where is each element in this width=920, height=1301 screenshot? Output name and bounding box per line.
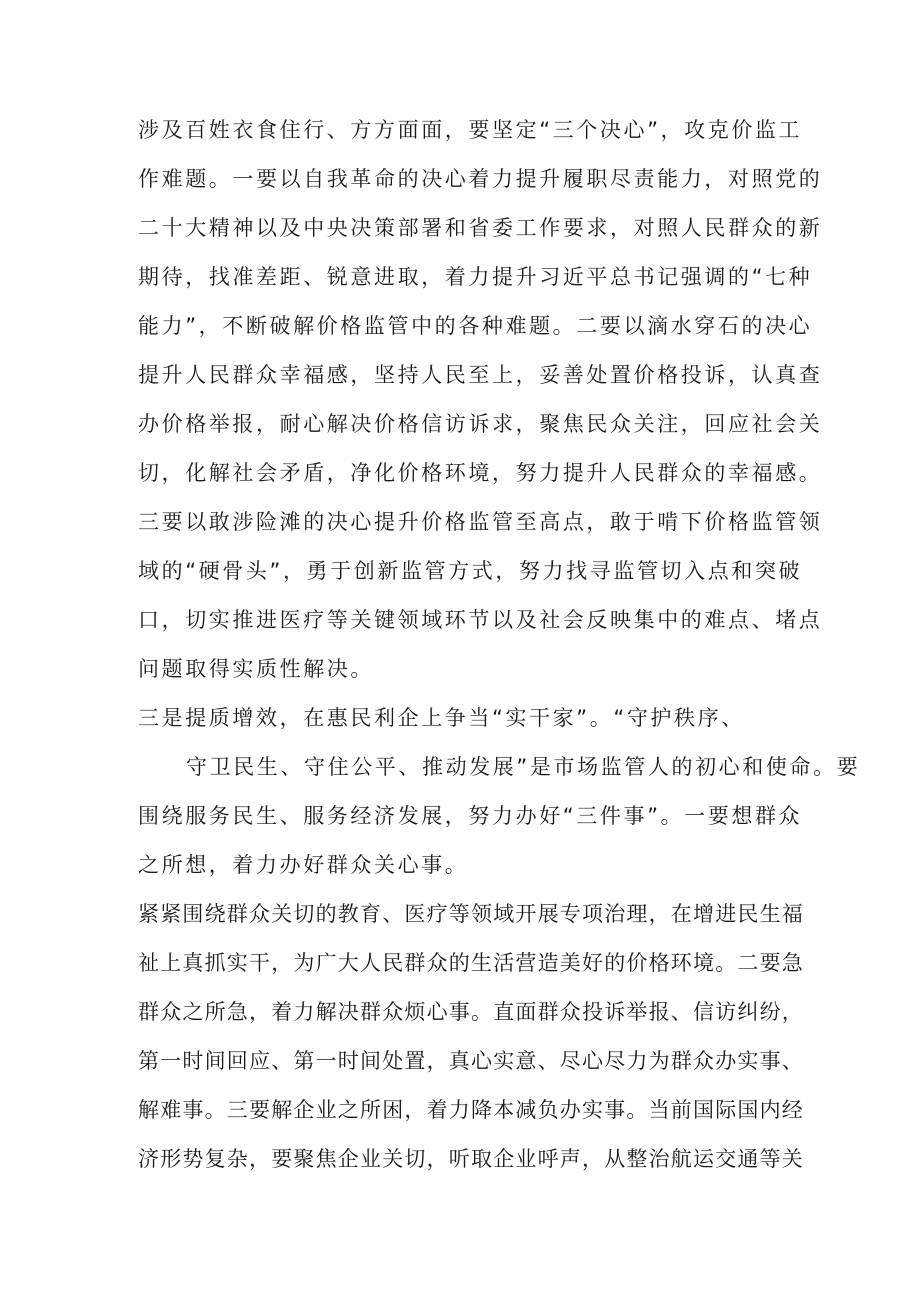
- paragraph-line: 紧紧围绕群众关切的教育、医疗等领域开展专项治理，在增进民生福: [138, 902, 804, 926]
- paragraph-line: 域的“硬骨头”，勇于创新监管方式，努力找寻监管切入点和突破: [138, 559, 803, 583]
- paragraph-line: 三是提质增效，在惠民利企上争当“实干家”。“守护秩序、: [138, 706, 745, 730]
- paragraph-line: 二十大精神以及中央决策部署和省委工作要求，对照人民群众的新: [138, 216, 823, 240]
- paragraph-line: 问题取得实质性解决。: [138, 657, 374, 681]
- paragraph-line: 涉及百姓衣食住行、方方面面，要坚定“三个决心”，攻克价监工: [138, 118, 803, 142]
- paragraph-line: 切，化解社会矛盾，净化价格环境，努力提升人民群众的幸福感。: [138, 461, 823, 485]
- paragraph-line: 三要以敢涉险滩的决心提升价格监管至高点，敢于啃下价格监管领: [138, 510, 823, 534]
- paragraph-line: 祉上真抓实干，为广大人民群众的生活营造美好的价格环境。二要急: [138, 951, 804, 975]
- paragraph-line: 围绕服务民生、服务经济发展，努力办好“三件事”。一要想群众: [138, 804, 803, 828]
- paragraph-line: 解难事。三要解企业之所困，着力降本减负办实事。当前国际国内经: [138, 1098, 804, 1122]
- paragraph-line: 群众之所急，着力解决群众烦心事。直面群众投诉举报、信访纠纷，: [138, 1000, 804, 1024]
- paragraph-line: 济形势复杂，要聚焦企业关切，听取企业呼声，从整治航运交通等关: [138, 1147, 804, 1171]
- paragraph-line: 之所想，着力办好群众关心事。: [138, 853, 469, 877]
- paragraph-line: 守卫民生、守住公平、推动发展”是市场监管人的初心和使命。要: [186, 755, 861, 779]
- paragraph-line: 能力”，不断破解价格监管中的各种难题。二要以滴水穿石的决心: [138, 314, 813, 338]
- paragraph-line: 第一时间回应、第一时间处置，真心实意、尽心尽力为群众办实事、: [138, 1049, 804, 1073]
- paragraph-line: 期待，找准差距、锐意进取，着力提升习近平总书记强调的“七种: [138, 265, 813, 289]
- paragraph-line: 口，切实推进医疗等关键领域环节以及社会反映集中的难点、堵点: [138, 608, 823, 632]
- paragraph-line: 作难题。一要以自我革命的决心着力提升履职尽责能力，对照党的: [138, 167, 823, 191]
- paragraph-line: 提升人民群众幸福感，坚持人民至上，妥善处置价格投诉，认真查: [138, 363, 823, 387]
- paragraph-line: 办价格举报，耐心解决价格信访诉求，聚焦民众关注，回应社会关: [138, 412, 823, 436]
